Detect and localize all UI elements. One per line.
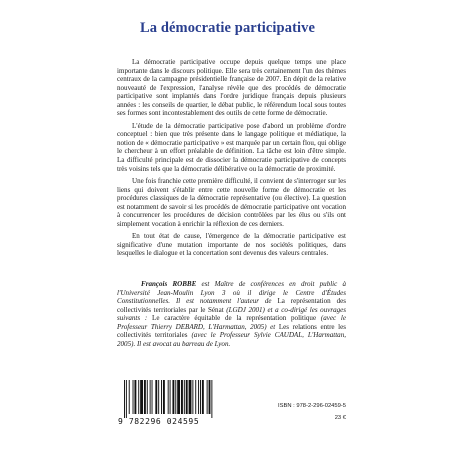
barcode-bar [172, 380, 174, 414]
barcode-bar [211, 380, 212, 418]
barcode-bar [140, 380, 143, 414]
barcode-bar [147, 380, 148, 414]
barcode [118, 380, 238, 430]
barcode-bar [126, 380, 127, 418]
barcode-digits: 9 782296 024595 [118, 417, 200, 426]
barcode-bar [152, 380, 153, 414]
barcode-bar [161, 380, 162, 414]
blurb-paragraph: La démocratie participative occupe depuis quelque temps une place importante dans le discours politique. Elle sera très certainement l'un des thèmes centraux de la campagne présidentielle française de 2007. En dépit de la relative nouveauté de l'expression, l'analyse révèle que des procédés de démocratie participative sont implantés dans l'ordre juridique français depuis plusieurs années : les conseils de quartier, le débat public, le référendum local sous toutes ses formes sont incontestablement des outils de cette forme de démocratie. [117, 58, 346, 118]
isbn-label: ISBN : 978-2-296-02459-5 [278, 403, 346, 409]
price-label: 23 € [334, 415, 346, 421]
author-name: François ROBBE [141, 280, 197, 288]
barcode-bar [195, 380, 196, 414]
barcode-bar [134, 380, 136, 414]
barcode-bar [209, 380, 211, 414]
barcode-bar [170, 380, 171, 414]
barcode-bar [129, 380, 130, 414]
author-bio-text: (LGDJ 2001) et a co-dirigé les ouvrages suivants : [117, 305, 347, 323]
barcode-bar [177, 380, 180, 414]
barcode-bar [175, 380, 176, 414]
barcode-bar [181, 380, 183, 414]
barcode-bar [124, 380, 125, 418]
blurb-paragraph: En tout état de cause, l'émergence de la démocratie participative est significative d'une mutation importante de nos sociétés politiques, dans lesquelles le dialogue et la concertation sont devenus des valeurs centrales. [117, 232, 346, 258]
author-work-title: Les relations entre les collectivités territoriales [117, 322, 346, 340]
barcode-bar [192, 380, 193, 414]
barcode-bar [158, 380, 159, 414]
barcode-bar [184, 380, 185, 414]
barcode-bar [168, 380, 169, 414]
author-work-title: Le caractère équitable de la représentation politique [152, 314, 321, 323]
barcode-bars [118, 380, 238, 418]
barcode-bar [207, 380, 208, 414]
barcode-bar [202, 380, 204, 414]
blurb-text [117, 58, 346, 262]
author-work-title: La représentation des collectivités territoriales par le Sénat [117, 297, 346, 314]
barcode-bar [138, 380, 139, 414]
barcode-bar [198, 380, 199, 414]
barcode-bar [144, 380, 146, 414]
barcode-bar [189, 380, 192, 414]
barcode-bar [200, 380, 201, 414]
blurb-paragraph: Une fois franchie cette première difficulté, il convient de s'interroger sur les liens qui doivent s'établir entre cette nouvelle forme de démocratie et les procédures classiques de la démocratie représentative (ou élective). La question est notamment de savoir si les procédés de démocratie participative ont vocation à concurrencer les procédures de décision contrôlées par les élus ou s'ils ont simplement vocation à enrichir la réflexion de ces derniers. [117, 177, 346, 228]
author-bio [117, 280, 346, 348]
barcode-bar [186, 380, 188, 414]
blurb-paragraph: L'étude de la démocratie participative pose d'abord un problème d'ordre conceptuel : bien que très présente dans le langage politique et médiatique, la notion de « démocratie participative » est marquée par un certain flou, qui oblige le chercheur à un effort préalable de définition. La tâche est loin d'être simple. La difficulté principale est de dissocier la démocratie participative de concepts très voisins tels que la démocratie délibérative ou la démocratie de proximité. [117, 121, 346, 173]
book-title: La démocratie participative [139, 20, 316, 36]
barcode-bar [133, 380, 134, 414]
author-bio-text: est Maître de conférences en droit public à l'Université Jean-Moulin Lyon 3 où il dirige le Centre d'Études Constitutionnelles. Il est notamment l'auteur de [117, 280, 346, 306]
author-bio-text: (avec le Professeur Sylvie CAUDAL, L'Harmattan, 2005). Il est avocat au barreau de Lyon. [117, 331, 346, 348]
author-bio-text: (avec le Professeur Thierry DEBARD, L'Harmattan, 2005) et [117, 314, 346, 331]
barcode-bar [150, 380, 151, 414]
barcode-bar [155, 380, 157, 414]
barcode-bar [163, 380, 165, 414]
